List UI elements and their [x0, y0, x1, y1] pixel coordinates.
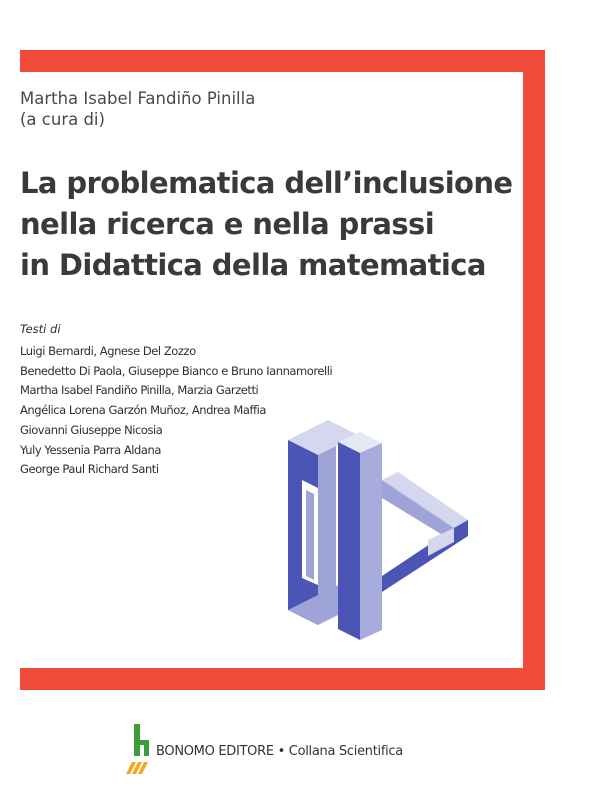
author-line: Angélica Lorena Garzón Muñoz, Andrea Maffia: [20, 403, 266, 418]
series-name: Collana Scientifica: [288, 744, 403, 759]
editor-block: [20, 88, 255, 130]
shape-pillar-front: [338, 442, 360, 640]
publisher-line: [156, 744, 403, 759]
editor-role: (a cura di): [20, 110, 105, 129]
shape-left-slot-edge: [306, 490, 314, 580]
shape-arm-gap: [388, 512, 418, 550]
author-line: Martha Isabel Fandiño Pinilla, Marzia Garzetti: [20, 383, 259, 398]
authors-label: Testi di: [20, 322, 61, 336]
author-line: George Paul Richard Santi: [20, 462, 159, 477]
author-line: Luigi Bernardi, Agnese Del Zozzo: [20, 344, 196, 358]
frame-top-bar: [20, 50, 545, 72]
shape-pillar-side: [360, 443, 382, 640]
publisher-separator: •: [277, 744, 289, 759]
book-title: [20, 163, 520, 286]
impossible-figure-illustration: [278, 410, 478, 650]
publisher-name: BONOMO EDITORE: [156, 744, 274, 759]
frame-right-bar: [523, 50, 545, 690]
title-line-3: in Didattica della matematica: [20, 248, 486, 282]
author-line: Giovanni Giuseppe Nicosia: [20, 422, 163, 437]
frame-bottom-bar: [20, 668, 545, 690]
title-line-2: nella ricerca e nella prassi: [20, 207, 435, 241]
publisher-logo-icon: [122, 722, 154, 778]
editor-name: Martha Isabel Fandiño Pinilla: [20, 89, 256, 108]
author-line: Yuly Yessenia Parra Aldana: [20, 442, 161, 457]
author-line: Benedetto Di Paola, Giuseppe Bianco e Bruno Iannamorelli: [20, 363, 333, 378]
title-line-1: La problematica dell’inclusione: [20, 166, 513, 200]
